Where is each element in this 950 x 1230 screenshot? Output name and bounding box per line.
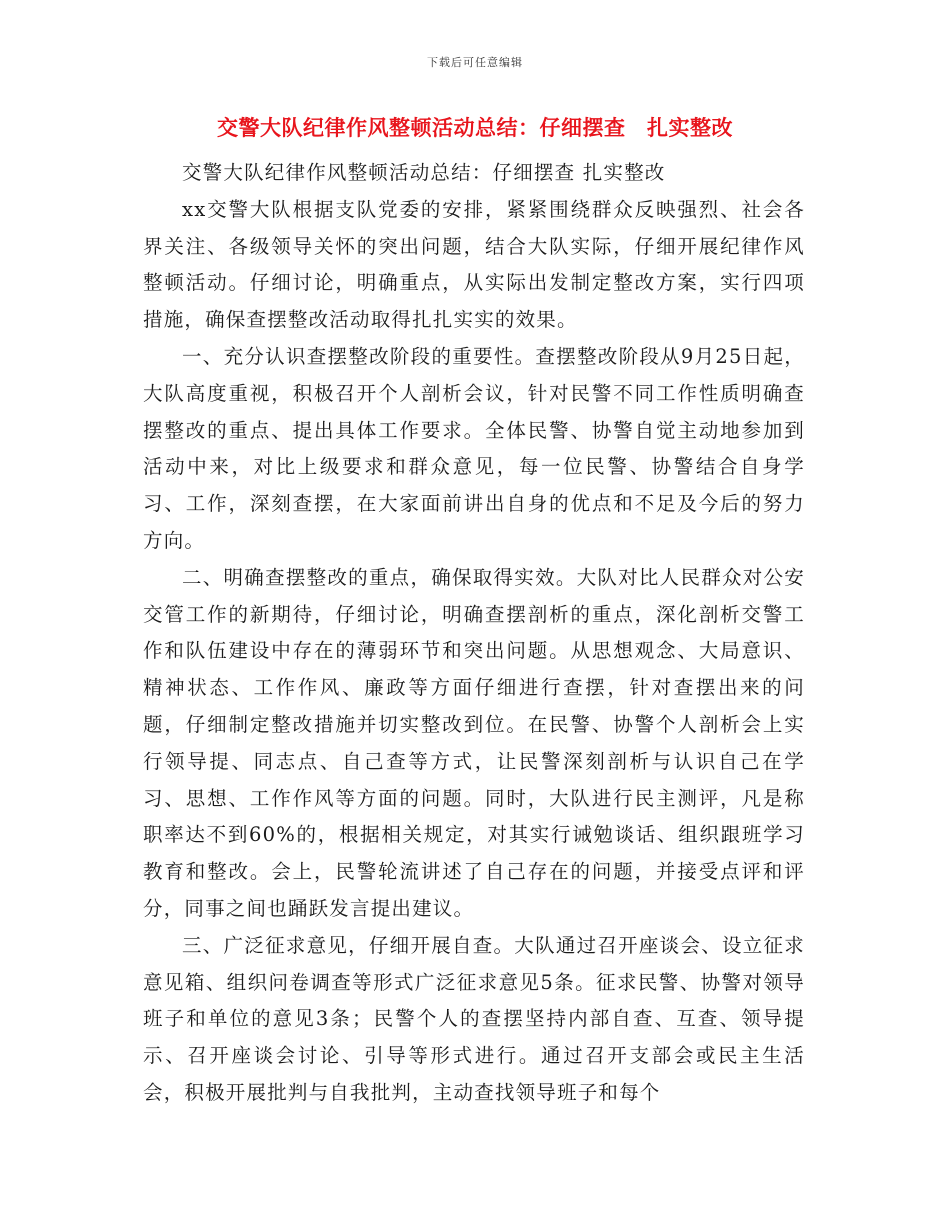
paragraph-section-3: 三、广泛征求意见，仔细开展自查。大队通过召开座谈会、设立征求意见箱、组织问卷调查等形式广泛征求意见5条。征求民警、协警对领导班子和单位的意见3条；民警个人的查摆坚持内部自查、互查、领导提示、召开座谈会讨论、引导等形式进行。通过召开支部会或民主生活会，积极开展批判与自我批判，主动查找领导班子和每个 (143, 933, 805, 1104)
paragraph-section-2: 二、明确查摆整改的重点，确保取得实效。大队对比人民群众对公安交管工作的新期待，仔细讨论，明确查摆剖析的重点，深化剖析交警工作和队伍建设中存在的薄弱环节和突出问题。从思想观念、大局意识、精神状态、工作作风、廉政等方面仔细进行查摆，针对查摆出来的问题，仔细制定整改措施并切实整改到位。在民警、协警个人剖析会上实行领导提、同志点、自己查等方式，让民警深刻剖析与认识自己在学习、思想、工作作风等方面的问题。同时，大队进行民主测评，凡是称职率达不到60%的，根据相关规定，对其实行诫勉谈话、组织跟班学习教育和整改。会上，民警轮流讲述了自己存在的问题，并接受点评和评分，同事之间也踊跃发言提出建议。 (143, 565, 805, 920)
header-note: 下载后可任意编辑 (427, 56, 523, 69)
document-title: 交警大队纪律作风整顿活动总结：仔细摆查 扎实整改 (217, 116, 733, 140)
paragraph-section-1: 一、充分认识查摆整改阶段的重要性。查摆整改阶段从9月25日起，大队高度重视，积极召开个人剖析会议，针对民警不同工作性质明确查摆整改的重点、提出具体工作要求。全体民警、协警自觉主动地参加到活动中来，对比上级要求和群众意见，每一位民警、协警结合自身学习、工作，深刻查摆，在大家面前讲出自身的优点和不足及今后的努力方向。 (143, 344, 805, 552)
paragraph-subtitle: 交警大队纪律作风整顿活动总结：仔细摆查 扎实整改 (182, 161, 666, 184)
document-body (143, 155, 805, 1112)
paragraph-intro: xx交警大队根据支队党委的安排，紧紧围绕群众反映强烈、社会各界关注、各级领导关怀的突出问题，结合大队实际，仔细开展纪律作风整顿活动。仔细讨论，明确重点，从实际出发制定整改方案，实行四项措施，确保查摆整改活动取得扎扎实实的效果。 (143, 197, 805, 332)
